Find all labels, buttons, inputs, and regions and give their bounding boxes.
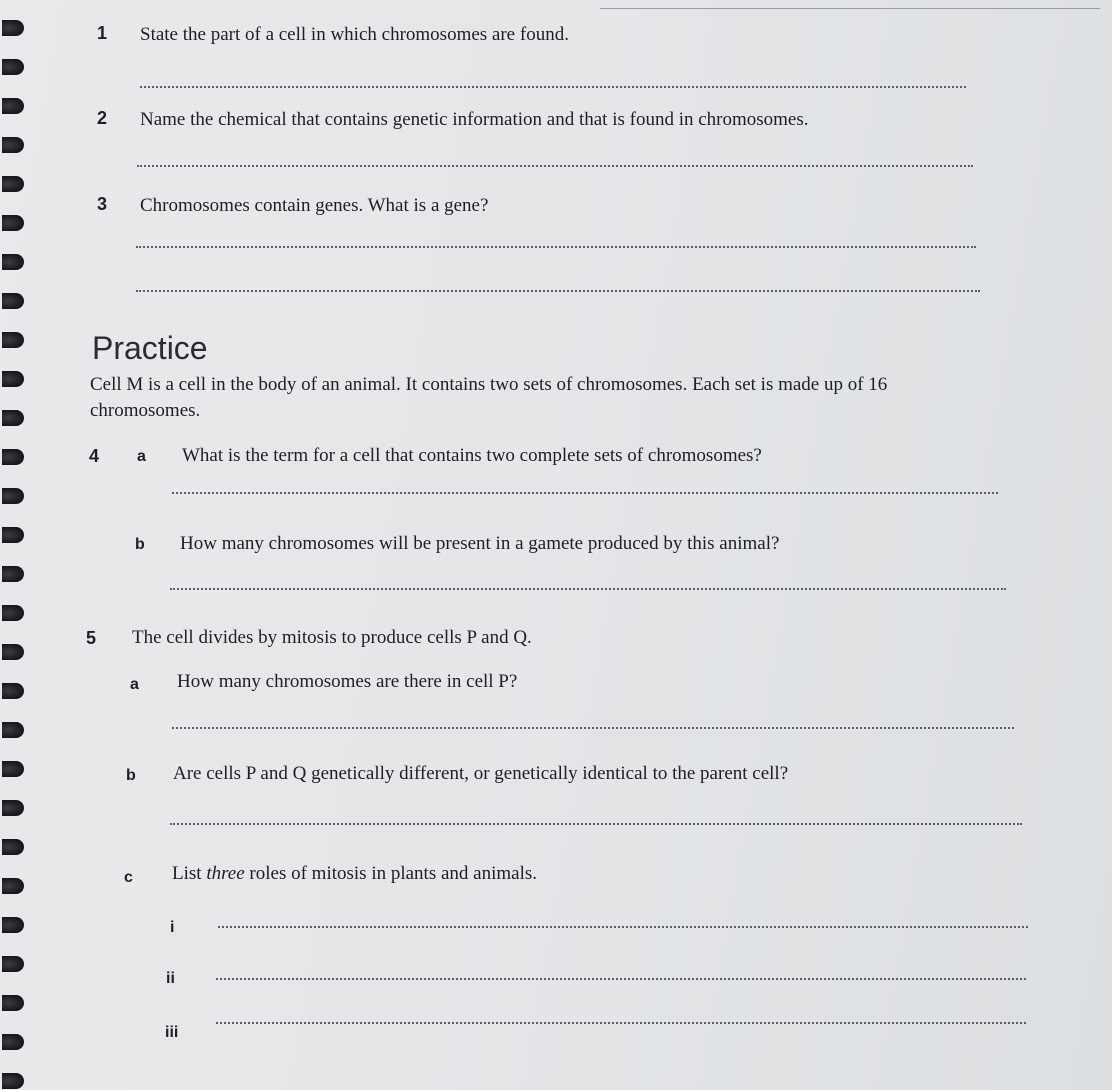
spiral-binding [0, 0, 30, 1090]
answer-line-3b[interactable] [136, 290, 980, 292]
answer-line-4a[interactable] [172, 492, 998, 494]
question-5b-label: b [126, 767, 136, 784]
practice-heading: Practice [92, 330, 208, 366]
question-2-number: 2 [97, 108, 108, 128]
answer-line-5b[interactable] [170, 823, 1022, 825]
binding-ring [2, 215, 24, 231]
question-5c-label: c [124, 869, 133, 886]
question-5c-emphasis: three [206, 863, 245, 884]
question-4-number: 4 [89, 446, 100, 466]
binding-ring [2, 683, 24, 699]
binding-ring [2, 527, 24, 543]
question-2-text: Name the chemical that contains genetic information and that is found in chromosomes. [140, 109, 809, 130]
question-5a-text: How many chromosomes are there in cell P? [177, 671, 518, 692]
answer-line-1[interactable] [140, 86, 966, 88]
question-4a-text: What is the term for a cell that contains two complete sets of chromosomes? [182, 445, 762, 466]
binding-ring [2, 137, 24, 153]
binding-ring [2, 839, 24, 855]
binding-ring [2, 98, 24, 114]
binding-ring [2, 956, 24, 972]
question-1-text: State the part of a cell in which chromosomes are found. [140, 24, 569, 45]
answer-line-4b[interactable] [170, 588, 1006, 590]
question-3-text: Chromosomes contain genes. What is a gene? [140, 195, 489, 216]
answer-line-2[interactable] [137, 165, 973, 167]
question-4b-label: b [135, 536, 145, 553]
roman-label-i: i [170, 919, 175, 936]
binding-ring [2, 1073, 24, 1089]
binding-ring [2, 176, 24, 192]
binding-ring [2, 761, 24, 777]
binding-ring [2, 449, 24, 465]
binding-ring [2, 20, 24, 36]
binding-ring [2, 605, 24, 621]
binding-ring [2, 59, 24, 75]
question-1-number: 1 [97, 23, 108, 43]
binding-ring [2, 917, 24, 933]
binding-ring [2, 488, 24, 504]
binding-ring [2, 1034, 24, 1050]
practice-intro: Cell M is a cell in the body of an animal. It contains two sets of chromosomes. Each set is made up of 16 chromosomes. [90, 374, 888, 421]
binding-ring [2, 722, 24, 738]
question-4a-label: a [137, 448, 146, 465]
question-5b-text: Are cells P and Q genetically different, or genetically identical to the parent cell? [173, 763, 789, 784]
binding-ring [2, 254, 24, 270]
question-5a-label: a [130, 676, 139, 693]
answer-line-3a[interactable] [136, 246, 976, 248]
question-5c-text-after: roles of mitosis in plants and animals. [244, 863, 538, 884]
answer-line-5c-ii[interactable] [216, 978, 1026, 980]
answer-line-5c-iii[interactable] [216, 1022, 1026, 1024]
binding-ring [2, 800, 24, 816]
question-4b-text: How many chromosomes will be present in a gamete produced by this animal? [180, 533, 780, 554]
question-5c-text-before: List [172, 863, 207, 884]
binding-ring [2, 371, 24, 387]
question-3-number: 3 [97, 194, 108, 214]
binding-ring [2, 410, 24, 426]
binding-ring [2, 995, 24, 1011]
question-5c-text [172, 863, 537, 885]
question-5-number: 5 [86, 628, 97, 648]
answer-line-5a[interactable] [172, 727, 1014, 729]
answer-line-5c-i[interactable] [218, 926, 1028, 928]
roman-label-ii: ii [166, 970, 175, 987]
binding-ring [2, 644, 24, 660]
page-edge-line [600, 8, 1100, 9]
question-5-text: The cell divides by mitosis to produce cells P and Q. [132, 627, 532, 648]
binding-ring [2, 332, 24, 348]
binding-ring [2, 293, 24, 309]
binding-ring [2, 878, 24, 894]
binding-ring [2, 566, 24, 582]
roman-label-iii: iii [165, 1024, 179, 1041]
